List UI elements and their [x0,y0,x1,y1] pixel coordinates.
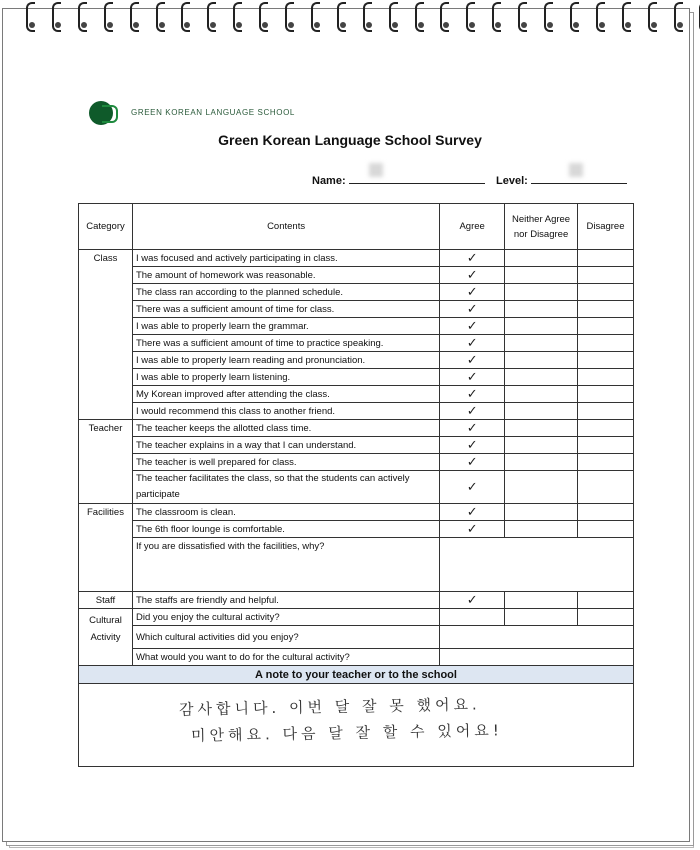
binding-ring [544,2,554,30]
check-mark-icon: ✓ [466,369,478,384]
response-cell-agree[interactable] [440,267,505,284]
note-line-2: 미안해요. 다음 달 잘 할 수 있어요! [190,721,503,745]
binding-ring [156,2,166,30]
response-cell-agree[interactable] [440,454,505,471]
binding-ring [415,2,425,30]
binding-ring [570,2,580,30]
table-row [79,267,634,284]
binding-ring [622,2,632,30]
check-mark-icon: ✓ [466,267,478,282]
binding-ring [130,2,140,30]
table-row [79,437,634,454]
response-cell-neither[interactable] [505,386,578,403]
check-mark-icon: ✓ [466,479,478,494]
header-disagree: Disagree [578,204,634,250]
response-cell-neither[interactable] [505,420,578,437]
binding-ring [674,2,684,30]
question-text: The teacher facilitates the class, so that the students can actively participate [132,471,439,504]
response-cell-disagree[interactable] [578,420,634,437]
level-field[interactable] [496,173,627,187]
question-text: Did you enjoy the cultural activity? [132,609,439,626]
response-cell-neither[interactable] [505,284,578,301]
check-mark-icon: ✓ [466,301,478,316]
table-row [79,284,634,301]
check-mark-icon: ✓ [466,454,478,469]
binding-ring [26,2,36,30]
binding-ring [466,2,476,30]
binding-ring [78,2,88,30]
name-label: Name: [312,175,346,187]
question-text: The teacher is well prepared for class. [132,454,439,471]
binding-ring [181,2,191,30]
question-text: The class ran according to the planned schedule. [132,284,439,301]
binding-ring [596,2,606,30]
note-line-1: 감사합니다. 이번 달 잘 못 했어요. [178,695,481,719]
response-cell-neither[interactable] [505,471,578,504]
response-cell-neither[interactable] [505,250,578,267]
note-body-row [79,684,634,767]
question-text: There was a sufficient amount of time for class. [132,301,439,318]
response-cell-disagree[interactable] [578,386,634,403]
response-cell-disagree[interactable] [578,301,634,318]
response-cell-neither[interactable] [505,267,578,284]
question-text: The teacher keeps the allotted class time. [132,420,439,437]
logo-text: GREEN KOREAN LANGUAGE SCHOOL [131,108,295,117]
table-row [79,386,634,403]
response-cell-neither[interactable] [505,318,578,335]
response-cell-disagree[interactable] [578,504,634,521]
question-text: My Korean improved after attending the class. [132,386,439,403]
question-text: If you are dissatisfied with the facilities, why? [132,538,439,592]
check-mark-icon: ✓ [466,386,478,401]
check-mark-icon: ✓ [466,420,478,435]
question-text: The teacher explains in a way that I can understand. [132,437,439,454]
response-cell-disagree[interactable] [578,437,634,454]
response-cell-neither[interactable] [505,592,578,609]
binding-ring [285,2,295,30]
question-text: Which cultural activities did you enjoy? [132,626,439,649]
response-cell-disagree[interactable] [578,352,634,369]
category-cell: Cultural Activity [79,609,133,666]
response-cell-agree[interactable] [440,403,505,420]
header-agree: Agree [440,204,505,250]
table-row [79,626,634,649]
binding-ring [518,2,528,30]
response-cell-agree[interactable] [440,504,505,521]
table-row [79,521,634,538]
response-cell-disagree[interactable] [578,318,634,335]
note-header: A note to your teacher or to the school [79,666,634,684]
question-text: I was able to properly learn reading and pronunciation. [132,352,439,369]
table-row [79,369,634,386]
binding-ring [259,2,269,30]
check-mark-icon: ✓ [466,437,478,452]
response-cell-neither[interactable] [505,521,578,538]
check-mark-icon: ✓ [466,284,478,299]
category-cell: Facilities [79,504,133,592]
question-text: There was a sufficient amount of time to practice speaking. [132,335,439,352]
check-mark-icon: ✓ [466,521,478,536]
response-cell-agree[interactable] [440,369,505,386]
response-cell-disagree[interactable] [578,335,634,352]
level-label: Level: [496,175,528,187]
response-cell-disagree[interactable] [578,267,634,284]
response-cell-disagree[interactable] [578,471,634,504]
binding-ring [363,2,373,30]
response-cell-disagree[interactable] [578,403,634,420]
table-row [79,649,634,666]
response-cell-neither[interactable] [505,437,578,454]
check-mark-icon: ✓ [466,403,478,418]
table-row [79,504,634,521]
check-mark-icon: ✓ [466,592,478,607]
table-row [79,352,634,369]
header-neither: Neither Agree nor Disagree [505,204,578,250]
response-area[interactable] [440,538,634,592]
table-row [79,609,634,626]
table-row [79,301,634,318]
response-cell-agree[interactable] [440,250,505,267]
table-row [79,538,634,592]
response-cell-agree[interactable] [440,609,505,626]
response-cell-agree[interactable] [440,352,505,369]
table-row [79,454,634,471]
question-text: The 6th floor lounge is comfortable. [132,521,439,538]
response-cell-disagree[interactable] [578,250,634,267]
category-cell: Teacher [79,420,133,504]
question-text: The amount of homework was reasonable. [132,267,439,284]
table-row [79,403,634,420]
response-area[interactable] [440,626,634,649]
response-cell-neither[interactable] [505,335,578,352]
response-cell-disagree[interactable] [578,592,634,609]
level-blank[interactable] [531,173,627,184]
response-cell-neither[interactable] [505,403,578,420]
response-cell-disagree[interactable] [578,454,634,471]
question-text: I would recommend this class to another friend. [132,403,439,420]
check-mark-icon: ✓ [466,352,478,367]
question-text: The classroom is clean. [132,504,439,521]
check-mark-icon: ✓ [466,504,478,519]
response-cell-agree[interactable] [440,521,505,538]
question-text: I was able to properly learn the grammar. [132,318,439,335]
check-mark-icon: ✓ [466,335,478,350]
response-cell-agree[interactable] [440,471,505,504]
note-area[interactable] [79,684,634,767]
table-row [79,335,634,352]
response-cell-agree[interactable] [440,386,505,403]
response-cell-agree[interactable] [440,284,505,301]
name-field[interactable] [312,173,485,187]
response-cell-agree[interactable] [440,318,505,335]
table-row [79,592,634,609]
category-cell: Staff [79,592,133,609]
question-text: I was able to properly learn listening. [132,369,439,386]
binding-ring [104,2,114,30]
binding-ring [648,2,658,30]
response-cell-neither[interactable] [505,369,578,386]
binding-ring [311,2,321,30]
category-cell: Class [79,250,133,420]
survey-table [78,203,634,767]
note-header-row [79,666,634,684]
spiral-binding [0,0,700,34]
question-text: The staffs are friendly and helpful. [132,592,439,609]
response-cell-agree[interactable] [440,420,505,437]
binding-ring [389,2,399,30]
table-header-row [79,204,634,250]
binding-ring [52,2,62,30]
binding-ring [207,2,217,30]
binding-ring [492,2,502,30]
response-area[interactable] [440,649,634,666]
response-cell-disagree[interactable] [578,521,634,538]
binding-ring [440,2,450,30]
response-cell-disagree[interactable] [578,284,634,301]
check-mark-icon: ✓ [466,250,478,265]
response-cell-neither[interactable] [505,301,578,318]
response-cell-disagree[interactable] [578,369,634,386]
table-row [79,420,634,437]
response-cell-agree[interactable] [440,301,505,318]
response-cell-agree[interactable] [440,437,505,454]
table-row [79,318,634,335]
response-cell-neither[interactable] [505,352,578,369]
response-cell-neither[interactable] [505,454,578,471]
binding-ring [337,2,347,30]
school-logo-icon [89,101,119,123]
name-blank[interactable] [349,173,485,184]
question-text: I was focused and actively participating in class. [132,250,439,267]
response-cell-agree[interactable] [440,335,505,352]
question-text: What would you want to do for the cultural activity? [132,649,439,666]
check-mark-icon: ✓ [466,318,478,333]
header-category: Category [79,204,133,250]
binding-ring [233,2,243,30]
response-cell-neither[interactable] [505,609,578,626]
response-cell-neither[interactable] [505,504,578,521]
response-cell-disagree[interactable] [578,609,634,626]
table-row [79,471,634,504]
page-title: Green Korean Language School Survey [218,132,482,148]
table-row [79,250,634,267]
response-cell-agree[interactable] [440,592,505,609]
header-contents: Contents [132,204,439,250]
